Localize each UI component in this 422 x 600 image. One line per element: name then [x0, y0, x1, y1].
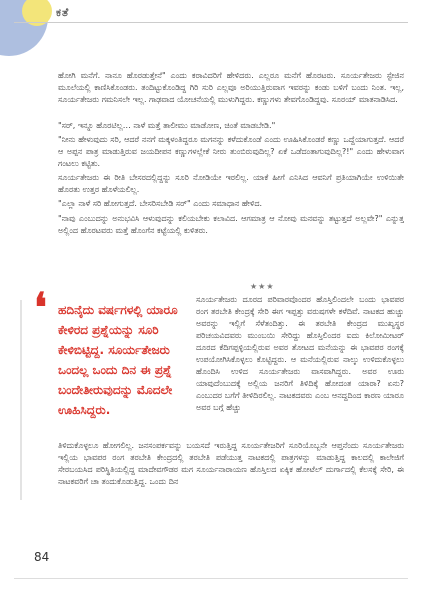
section-title: ಕತೆ: [56, 6, 70, 19]
section-divider: ★★★: [250, 282, 275, 291]
margin-bar: [20, 300, 22, 500]
paragraph-3: "ನೀನು ಹೇಳುವುದು ಸರಿ, ಆದರೆ ನನಗೆ ಮಕ್ಕಳಂತಿದ್ದರೂ ಮಗನನ್ನು ಕಳೆದುಕೊಂಡೆ ಎಂದು ಊಹಿಸಿಕೊಂಡರೆ ಕಣ್ಣು ಒದ್ದೆಯಾಗುತ್ತದೆ. ಆದರೆ ಆ ಅಪ್ಪನ ಪಾತ್ರ ಮಾಡುತ್ತಿರುವ ಜಯದೀಪನ ಕಣ್ಣುಗಳಲ್ಲೇಕೆ ನೀರು ತುಂಬಿರುವುದಿಲ್ಲ? ಏಕೆ ಒಡೆದಂತಾಗುವುದಿಲ್ಲ?!" ಎಂದು ಹೇಳುವಾಗ ಗಂಟಲು ಕಟ್ಟಿತು.: [58, 135, 404, 168]
page-number: 84: [34, 550, 50, 564]
paragraph-2: "ಸರ್, ಇನ್ನೂ ಹೊರಟಿಲ್ಲ… ನಾಳೆ ಮತ್ತೆ ತಾಲೀಮು ಮಾಡೋಣ, ಚಿಂತೆ ಮಾಡಬೇಡಿ.": [58, 121, 276, 130]
pull-quote: ಹದಿನೈದು ವರ್ಷಗಳಲ್ಲಿ ಯಾರೂ ಕೇಳಿರದ ಪ್ರಶ್ನೆಯನ್ನು ಸೂರಿ ಕೇಳಿಬಿಟ್ಟಿದ್ದ. ಸೂರ್ಯತೇಜರು ಒಂದಲ್ಲ ಒಂದು ದಿನ ಈ ಪ್ರಶ್ನೆ ಬಂದೇತೀರುವುದನ್ನು ಮೊದಲೇ ಊಹಿಸಿದ್ದರು.: [58, 303, 178, 417]
paragraph-1: ಹೋಗಿ ಮನೆಗೆ. ನಾನೂ ಹೊರಡುತ್ತೇನೆ" ಎಂದು ಕರಾವಿದರಿಗೆ ಹೇಳಿದರು. ಎಲ್ಲರೂ ಮನೆಗೆ ಹೊರಟರು. ಸೂರ್ಯತೇಜರು ಸ್ಟೇಜಿನ ಮೂಲೆಯಲ್ಲಿ ಕಾಣಿಸಿಕೊಂಡರು. ತಂದಿಟ್ಟುಕೊಂಡಿದ್ದ ಗಿರಿ ಸುರಿ ಎಲ್ಲವೂ ಅರಿಯುತ್ತಿರುವಾಗ ಇವರನ್ನು ಕಂಡು ಬಳಿಗೆ ಬಂದು ನಿಂತ. ಇಲ್ಲ, ಸೂರ್ಯತೇಜರು ಗಮನಿಸಲೇ ಇಲ್ಲ. ಗಾಢವಾದ ಯೋಚನೆಯಲ್ಲಿ ಮುಳುಗಿದ್ದರು. ಕಣ್ಣುಗಳು ತೇವಗೊಂಡಿದ್ದವು. ಸೂರಯ್ ಮಾತನಾಡಿಸಿದ.: [58, 71, 404, 104]
header-rule: [14, 22, 408, 23]
paragraph-6: "ನಾವು ಎಂಬುದನ್ನು ಅನುಭವಿಸಿ ಆಳುವುದನ್ನು ಕಲಿಯಬೇಕು ಕಲಾವಿದ. ಆಗಮಾತ್ರ ಆ ನೋವು ಮನವನ್ನು ತಟ್ಟುತ್ತದೆ ಅಲ್ಲವೇ?" ಎನ್ನುತ್ತ ಅಲ್ಲಿಂದ ಹೊರಟವರು ಮತ್ತೆ ಹೊಂಗೆನ ಕಟ್ಟೆಯಲ್ಲಿ ಕುಳಿತರು.: [58, 214, 404, 235]
paragraph-5: "ಎಲ್ಲಾ ನಾಳೆ ಸರಿ ಹೋಗುತ್ತದೆ. ಬೇಸರಿಸಬೇಡಿ ಸರ್" ಎಂದು ಸಮಾಧಾನ ಹೇಳಿದ.: [58, 199, 263, 208]
paragraph-4: ಸೂರ್ಯತೇಜರು ಈ ರೀತಿ ಬೇಸರದಲ್ಲಿದ್ದನ್ನು ಸೂರಿ ನೋಡಿಯೇ ಇರಲಿಲ್ಲ. ಯಾಕೆ ಹೀಗೆ ಎನಿಸಿದ ಆವನಿಗೆ ಪ್ರತಿಯಾಗಿಯೇ ಉಳಿಯಿತೇ ಹೊರತು ಉತ್ತರ ಹೊಳೆಯಲಿಲ್ಲ.: [58, 173, 404, 194]
paragraph-7: ಸೂರ್ಯತೇಜರು ದೂರದ ಪರಿವಾರವೊಂದರ ಹೊಸ್ತಿಲಿಂದಲೇ ಬಂದು ಭಾವಪರ ರಂಗ ತರಬೇತಿ ಕೇಂದ್ರಕ್ಕೆ ಸೇರಿ ಈಗ ಇಪ್ಪತ್ತು ವರುಷಗಳೇ ಕಳೆದಿವೆ. ನಾಟಕದ ಹುಚ್ಚು ಅವರನ್ನು ಇಲ್ಲಿಗೆ ಸೆಳೆತಂದಿತ್ತು. ಈ ತರಬೇತಿ ಕೇಂದ್ರದ ಮುಖ್ಯಸ್ಥರ ಪರಿಚಯವಿದವರು ಮುಂಬಯಿ ಸೇರಿದ್ದು ಹೊಸ್ತಿಲಿಂದರ ಐದು ಕಿಲೋಮೀಟರ್ ದೂರದ ಕೆದಿಗಪ್ಪಳ್ಳಿಯಲ್ಲಿರುವ ಅವರ ತೋಟದ ಮನೆಯನ್ನು ಈ ಭಾವಪರ ರಂಗಕ್ಕೆ ಉಪಯೋಗಿಸಿಕೊಳ್ಳಲು ಕೊಟ್ಟಿದ್ದರು. ಆ ಮನೆಯಲ್ಲಿರುವ ನಾಲ್ಕು ಉಳಿದುಕೊಳ್ಳಲು ಹೊಂದಿಸಿ ಉಳಿದ ಸೂರ್ಯತೇಜರು ವಾಸವಾಗಿದ್ದರು. ಅವರ ಊರು ಯಾವುದೆಂಬುದಕ್ಕೆ ಅಲ್ಲಿಯ ಜನರಿಗೆ ತಿಳಿದಿಕ್ಕೆ ಹೋದಂತ ಯಾರಾ? ಏನು? ಎಂಬುದರ ಬಗೆಗೆ ತೀಳಿದಿರಲಿಲ್ಲ. ನಾಟಕದವರು ಎಂಬ ಆನದ್ದದಿಂದ ಕಾರಣ ಯಾರೂ ಅವರ ಬಗ್ಗೆ ಹೆಚ್ಚು: [196, 295, 404, 412]
footer-rule: [14, 578, 408, 579]
paragraph-8: ತಿಳಿದುಕೊಳ್ಳಲೂ ಹೋಗಲಿಲ್ಲ. ಜನಸಂಪರ್ಕವನ್ನು ಬಯಸದೆ ಇರುತ್ತಿದ್ದ ಸೂರ್ಯತೇಜರಿಗೆ ಸೂರಿಯೊಬ್ಬನೇ ಆಪ್ತನೆಂದು ಸೂರ್ಯತೇಜರು ಇಲ್ಲಿಯ ಭಾವಪರ ರಂಗ ತರಬೇತಿ ಕೇಂದ್ರದಲ್ಲಿ ತರಬೇತಿ ಪಡೆಯುತ್ತ ನಾಟಕದಲ್ಲಿ ಪಾತ್ರಗಳನ್ನು ಮಾಡುತ್ತಿದ್ದ ಕಾಲದಲ್ಲಿ ಕಾಲೇಜಿಗೆ ಸೇರಬಯಸಿದ ಪರಿಸ್ಥಿತಿಯಲ್ಲಿದ್ದ ಮಾದೇವಗೌಡರ ಮಗ ಸೂರ್ಯನಾರಾಯಣ ಹೊಸ್ತಿಲದ ಏಕ್ಕಿಕ ಹೋಟೆಲ್ ದುರ್ಗಾದಲ್ಲಿ ಕೆಲಸಕ್ಕೆ ಸೇರಿ, ಈ ನಾಟಕವರಿಗೆ ಚಾ ತಂದುಕೊಡುತ್ತಿದ್ದ. ಒಂದು ದಿನ: [58, 441, 404, 486]
quote-mark-icon: ❛: [34, 284, 47, 331]
